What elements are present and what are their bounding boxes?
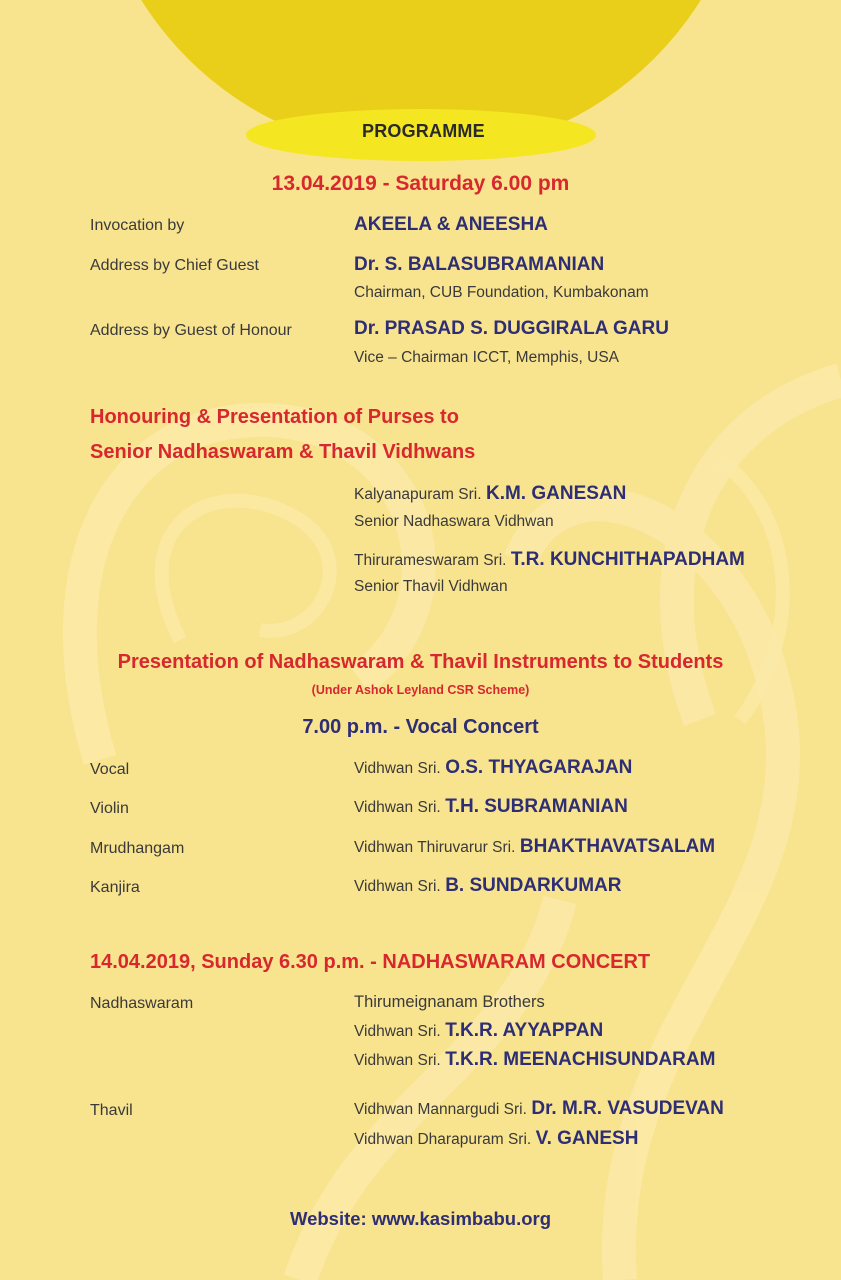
mrudhangam-label: Mrudhangam [90,840,185,857]
nadhaswaram-artist-1 [354,1020,603,1042]
thavil-artist-1-prefix: Vidhwan Mannargudi Sri. [354,1101,527,1118]
vocal-label: Vocal [90,761,130,778]
thavil-artist-2-name: V. GANESH [535,1128,639,1149]
mrudhangam-prefix: Vidhwan Thiruvarur Sri. [354,839,516,856]
honouring-heading-line2: Senior Nadhaswaram & Thavil Vidhwans [90,441,476,463]
vocal-concert-heading: 7.00 p.m. - Vocal Concert [302,716,539,738]
violin-label: Violin [90,800,129,817]
day1-heading: 13.04.2019 - Saturday 6.00 pm [271,172,570,195]
nadhaswaram-artist-1-prefix: Vidhwan Sri. [354,1023,441,1040]
thavil-label: Thavil [90,1102,133,1119]
honouring-heading-line1: Honouring & Presentation of Purses to [90,406,459,428]
nadhaswaram-group: Thirumeignanam Brothers [354,993,545,1011]
nadhaswaram-label: Nadhaswaram [90,995,194,1012]
honouree-1-prefix: Kalyanapuram Sri. [354,486,482,503]
nadhaswaram-artist-2-name: T.K.R. MEENACHISUNDARAM [445,1049,716,1070]
honouree-2-name: T.R. KUNCHITHAPADHAM [510,549,745,570]
nadhaswaram-artist-2-prefix: Vidhwan Sri. [354,1052,441,1069]
row-label-chief-guest: Address by Chief Guest [90,257,259,274]
mrudhangam-artist [354,836,715,858]
honouree-2 [354,549,745,571]
honouree-2-prefix: Thirurameswaram Sri. [354,552,507,569]
row-detail-guest-of-honour: Vice – Chairman ICCT, Memphis, USA [354,349,620,366]
programme-title: PROGRAMME [362,121,485,141]
kanjira-prefix: Vidhwan Sri. [354,878,441,895]
honouree-2-detail: Senior Thavil Vidhwan [354,578,508,595]
violin-artist [354,796,628,818]
row-name-invocation: AKEELA & ANEESHA [354,214,548,235]
instruments-heading: Presentation of Nadhaswaram & Thavil Instruments to Students [117,651,724,673]
violin-name: T.H. SUBRAMANIAN [445,796,628,817]
kanjira-name: B. SUNDARKUMAR [445,875,622,896]
instruments-subheading: (Under Ashok Leyland CSR Scheme) [311,683,530,697]
thavil-artist-2 [354,1128,638,1150]
website-link[interactable]: Website: www.kasimbabu.org [289,1208,552,1229]
nadhaswaram-artist-1-name: T.K.R. AYYAPPAN [445,1020,604,1041]
violin-prefix: Vidhwan Sri. [354,799,441,816]
vocal-prefix: Vidhwan Sri. [354,760,441,777]
nadhaswaram-artist-2 [354,1049,715,1071]
mrudhangam-name: BHAKTHAVATSALAM [519,836,716,857]
row-label-invocation: Invocation by [90,217,185,234]
honouree-1-name: K.M. GANESAN [485,483,627,504]
honouree-1-detail: Senior Nadhaswara Vidhwan [354,513,554,530]
row-label-guest-of-honour: Address by Guest of Honour [90,322,292,339]
vocal-artist [354,757,632,779]
kanjira-artist [354,875,621,897]
thavil-artist-1-name: Dr. M.R. VASUDEVAN [531,1098,724,1119]
thavil-artist-1 [354,1098,724,1120]
row-detail-chief-guest: Chairman, CUB Foundation, Kumbakonam [354,284,649,301]
vocal-name: O.S. THYAGARAJAN [445,757,633,778]
thavil-artist-2-prefix: Vidhwan Dharapuram Sri. [354,1131,532,1148]
honouree-1 [354,483,626,505]
kanjira-label: Kanjira [90,879,140,896]
day2-heading: 14.04.2019, Sunday 6.30 p.m. - NADHASWARAM CONCERT [90,951,651,973]
row-name-guest-of-honour: Dr. PRASAD S. DUGGIRALA GARU [354,318,669,339]
row-name-chief-guest: Dr. S. BALASUBRAMANIAN [354,254,605,275]
